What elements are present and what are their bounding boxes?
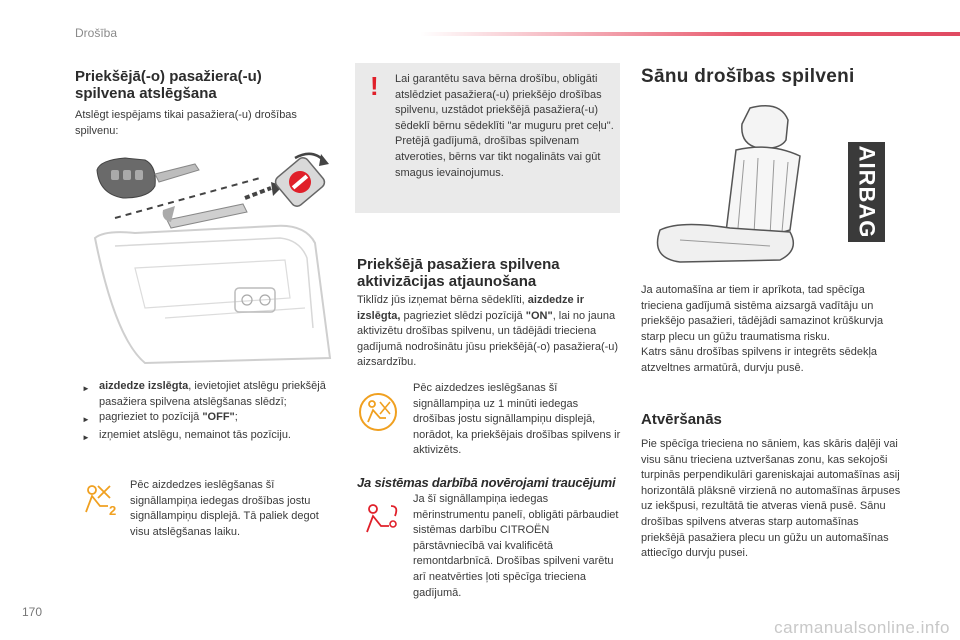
instruction-item	[82, 379, 337, 410]
airbag-tag-text: AIRBAG	[854, 145, 880, 239]
airbag-fault-icon	[363, 502, 403, 538]
key-switch-illustration	[75, 148, 343, 373]
airbag-label-tag	[848, 142, 885, 242]
instruction-list	[82, 379, 337, 445]
left-section-title: Priekšējā(-o) pasažiera(-u) spilvena atslēgšana	[75, 68, 262, 102]
deployment-description: Pie spēcīga trieciena no sāniem, kas skāris daļēji vai visu sānu trieciena uztveršanas zonu, kas sekojoši turpinās perpendikulāri gareniskajai automašīnas asij horizontālā plāksnē virzienā no automašīnas ārpuses uz iekšpusi, rezultātā tie atveras vienā pusē. Sānu drošības spilvens atveras starp automašīnas priekšējā pasažiera plecu un gūžu un automašīnas attiecīgo durvju pusei.	[641, 438, 901, 560]
reactivation-text: Tiklīdz jūs izņemat bērna sēdeklīti, aizdedze ir izslēgta, pagrieziet slēdzi pozīcijā "ON", lai no jauna aktivizētu drošības spilvenu, un tādējādi trieciena gadījumā nodrošinātu jūsu priekšējā(-o) pasažiera(-u) aizsardzību.	[357, 294, 619, 369]
bullet-text: , ievietojiet atslēgu priekšējā pasažiera spilvena atslēgšanas slēdzī;	[99, 380, 326, 408]
bullet-text: izņemiet atslēgu, nemainot tās pozīciju.	[99, 428, 291, 441]
exclamation-icon: !	[370, 71, 379, 101]
fault-title: Ja sistēmas darbībā novērojami traucējumi	[357, 475, 616, 490]
page-number: 170	[22, 605, 43, 619]
fault-description: Ja šī signāllampiņa iedegas mērinstrumentu panelī, obligāti pārbaudiet sistēmas darbību CITROËN pārstāvniecībā vai kvalificētā remontdarbnīcā. Drošības spilveni varētu arī neatvērties ļoti spēcīga trieciena gadījumā.	[413, 493, 619, 599]
airbag-off-warning-icon	[82, 482, 122, 518]
section-label: Drošība	[75, 26, 118, 40]
svg-text:2: 2	[109, 503, 117, 518]
arrow-bullet-icon: ►	[82, 384, 90, 393]
header-accent-bar	[420, 32, 960, 36]
airbag-on-indicator-icon	[357, 392, 399, 432]
airbag-off-description: Pēc aizdedzes ieslēgšanas šī signāllampiņa iedegas drošības jostu signāllampiņu displejā. Tā paliek degot visu atslēgšanas laiku.	[130, 479, 319, 538]
instruction-item	[82, 428, 337, 446]
side-airbags-title: Sānu drošības spilveni	[641, 66, 855, 87]
warning-text: Lai garantētu sava bērna drošību, obligāti atslēdziet pasažiera(-u) priekšējo drošības spilvenu, uzstādot priekšējā pasažiera(-u) sēdeklī bērnu sēdeklīti "ar muguru pret ceļu". Pretējā gadījumā, drošības spilvenam atveroties, bērns var tikt nogalināts vai gūt smagus ievainojumus.	[395, 73, 614, 179]
watermark-url: carmanualsonline.info	[774, 618, 950, 637]
left-intro: Atslēgt iespējams tikai pasažiera(-u) drošības spilvenu:	[75, 109, 297, 137]
arrow-bullet-icon: ►	[82, 415, 90, 425]
bullet-bold: aizdedze izslēgta	[99, 380, 189, 392]
arrow-bullet-icon: ►	[82, 432, 90, 442]
instruction-item	[82, 410, 337, 428]
airbag-on-description: Pēc aizdedzes ieslēgšanas šī signāllampiņa uz 1 minūti iedegas drošības jostu signāllampiņu displejā, norādot, ka priekšējais drošības spilvens ir aktivizēts.	[413, 382, 621, 457]
side-airbags-description: Ja automašīna ar tiem ir aprīkota, tad spēcīga trieciena gadījumā sistēma aizsargā vadītāju un priekšējo pasažieri, tādējādi samazinot krūškurvja starp plecu un gūžu traumatisma risku. Katrs sānu drošības spilvens ir integrēts sēdekļa atzveltnes armatūrā, durvju pusē.	[641, 284, 884, 374]
seat-illustration	[640, 100, 840, 270]
deployment-subtitle: Atvēršanās	[641, 411, 722, 428]
bullet-bold: "OFF"	[202, 411, 235, 424]
reactivation-title: Priekšējā pasažiera spilvena aktivizācijas atjaunošana	[357, 256, 560, 290]
bullet-text: pagrieziet to pozīcijā	[99, 411, 203, 424]
bullet-text-end: ;	[234, 411, 238, 424]
